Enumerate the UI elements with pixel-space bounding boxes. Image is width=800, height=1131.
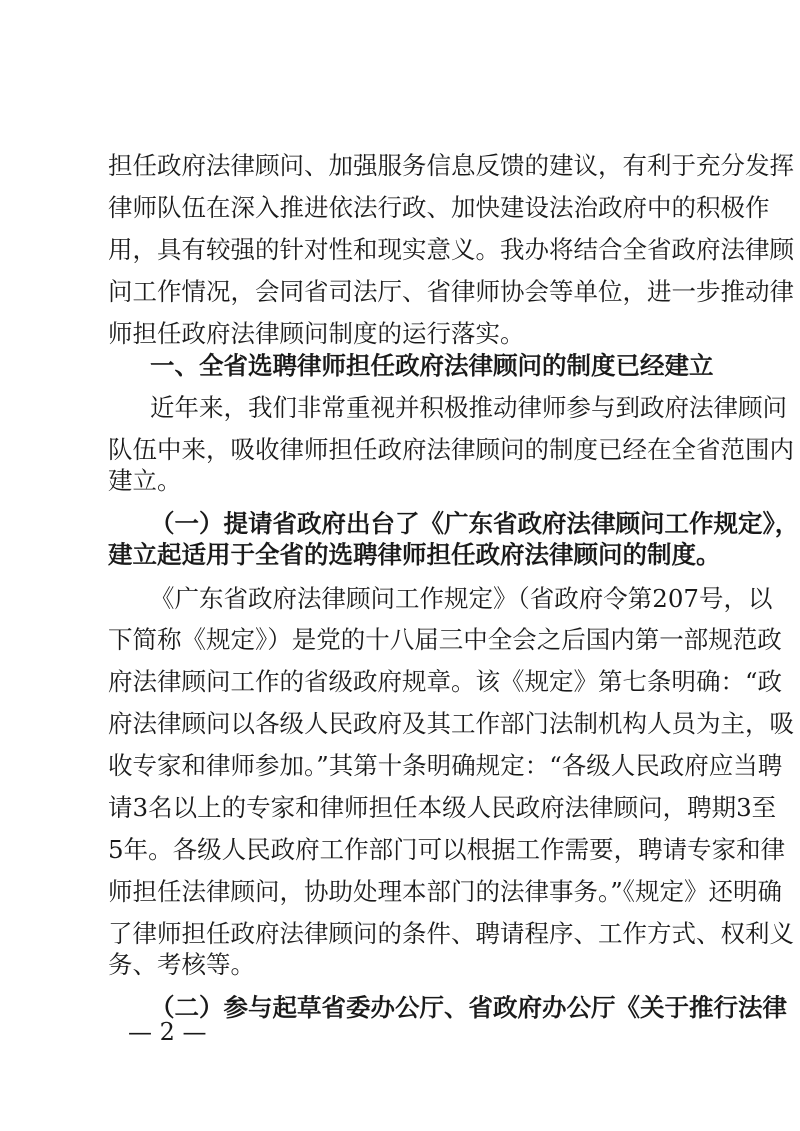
body-text-line: 师担任法律顾问，协助处理本部门的法律事务。”《规定》还明确 (108, 877, 783, 906)
section-heading: 一、全省选聘律师担任政府法律顾问的制度已经建立 (150, 351, 714, 380)
subsection-heading: （一）提请省政府出台了《广东省政府法律顾问工作规定》， (150, 509, 800, 538)
subsection-heading-continued: 建立起适用于全省的选聘律师担任政府法律顾问的制度。 (108, 540, 721, 569)
body-text-line: 下简称《规定》）是党的十八届三中全会之后国内第一部规范政 (108, 625, 782, 654)
body-text-line: 担任政府法律顾问、加强服务信息反馈的建议，有利于充分发挥 (108, 151, 794, 180)
body-text-line: 收专家和律师参加。”其第十条明确规定：“各级人民政府应当聘 (108, 751, 783, 780)
paragraph-first-line: 《广东省政府法律顾问工作规定》（省政府令第207号，以 (150, 584, 773, 613)
page-number: — 2 — (128, 1018, 207, 1046)
body-text-line: 府法律顾问工作的省级政府规章。该《规定》第七条明确：“政 (108, 667, 783, 696)
body-text-line: 用，具有较强的针对性和现实意义。我办将结合全省政府法律顾 (108, 235, 794, 264)
body-text-line: 府法律顾问以各级人民政府及其工作部门法制机构人员为主，吸 (108, 709, 794, 738)
paragraph-first-line: 近年来，我们非常重视并积极推动律师参与到政府法律顾问 (150, 393, 787, 422)
body-text-line: 请3名以上的专家和律师担任本级人民政府法律顾问，聘期3至 (108, 793, 777, 822)
body-text-line: 5年。各级人民政府工作部门可以根据工作需要，聘请专家和律 (108, 835, 786, 864)
subsection-heading: （二）参与起草省委办公厅、省政府办公厅《关于推行法律 (150, 993, 787, 1022)
body-text-line: 了律师担任政府法律顾问的条件、聘请程序、工作方式、权利义 (108, 919, 794, 948)
body-text-line: 师担任政府法律顾问制度的运行落实。 (108, 319, 525, 348)
body-text-line: 问工作情况，会同省司法厅、省律师协会等单位，进一步推动律 (108, 277, 794, 306)
body-text-line: 队伍中来，吸收律师担任政府法律顾问的制度已经在全省范围内 (108, 435, 794, 464)
body-text-line: 建立。 (108, 466, 182, 495)
body-text-line: 务、考核等。 (108, 950, 255, 979)
body-text-line: 律师队伍在深入推进依法行政、加快建设法治政府中的积极作 (108, 193, 770, 222)
